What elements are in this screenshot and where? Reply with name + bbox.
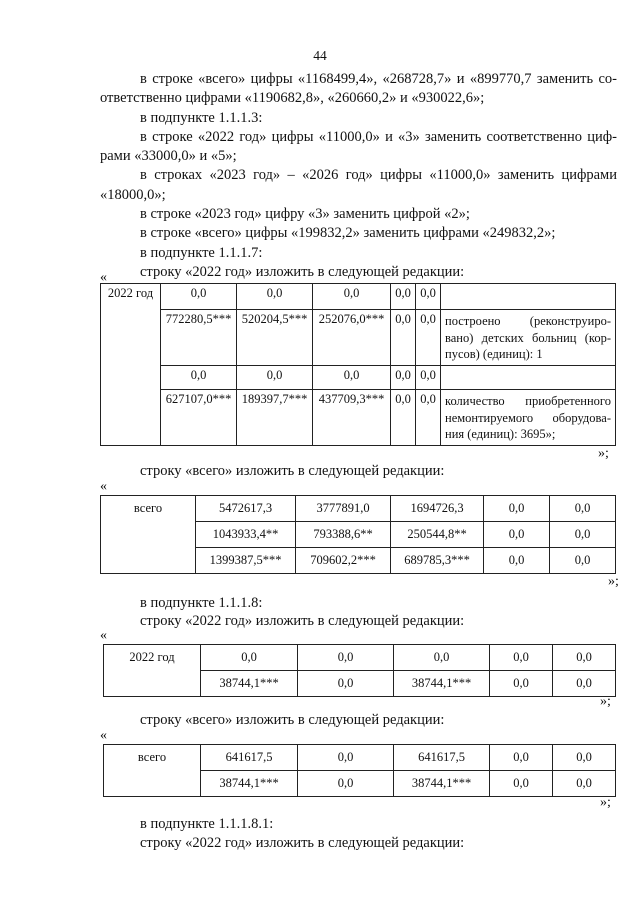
table-2022-1118 xyxy=(103,644,616,697)
value-cell: 0,0 xyxy=(490,771,553,797)
value-cell: 0,0 xyxy=(391,366,416,390)
value-cell: 0,0 xyxy=(553,645,616,671)
value-cell: 627107,0*** xyxy=(161,390,237,446)
note-line: вано) детских больниц (кор- xyxy=(445,330,611,345)
close-quote: »; xyxy=(600,795,611,810)
value-cell: 772280,5*** xyxy=(161,310,237,366)
value-cell: 0,0 xyxy=(490,745,553,771)
table-row xyxy=(101,310,616,366)
table-row xyxy=(101,366,616,390)
value-cell: 1694726,3 xyxy=(391,496,484,522)
open-quote: « xyxy=(100,628,107,643)
text-line: в строке «всего» цифры «199832,2» заменить цифрами «249832,2»; xyxy=(140,225,556,242)
value-cell: 0,0 xyxy=(298,671,394,697)
table-total-1117 xyxy=(100,495,616,574)
text-line: ответственно цифрами «1190682,8», «260660,2» и «930022,6»; xyxy=(100,90,485,107)
value-cell: 0,0 xyxy=(237,366,313,390)
note-line: построено (реконструиро- xyxy=(445,314,611,328)
text-line: строку «2022 год» изложить в следующей редакции: xyxy=(140,835,465,851)
table-row xyxy=(101,284,616,310)
note-line: немонтируемого оборудова- xyxy=(445,410,611,425)
value-cell: 793388,6** xyxy=(296,522,391,548)
value-cell: 0,0 xyxy=(416,284,441,310)
close-quote: »; xyxy=(600,694,611,709)
value-cell: 38744,1*** xyxy=(394,771,490,797)
text-line: строку «всего» изложить в следующей редакции: xyxy=(140,463,445,479)
value-cell: 1043933,4** xyxy=(196,522,296,548)
value-cell: 38744,1*** xyxy=(201,671,298,697)
value-cell: 0,0 xyxy=(416,390,441,446)
open-quote: « xyxy=(100,479,107,494)
value-cell: 0,0 xyxy=(298,771,394,797)
value-cell: 709602,2*** xyxy=(296,548,391,574)
value-cell: 0,0 xyxy=(391,310,416,366)
text-line: строку «всего» изложить в следующей редакции: xyxy=(140,712,445,728)
amendment-text-block xyxy=(100,70,617,282)
value-cell: 641617,5 xyxy=(394,745,490,771)
value-cell: 38744,1*** xyxy=(394,671,490,697)
value-cell: 0,0 xyxy=(313,366,391,390)
note-cell xyxy=(441,310,616,366)
table-2022-1117 xyxy=(100,283,616,446)
table-row xyxy=(104,745,616,771)
value-cell: 0,0 xyxy=(201,645,298,671)
note-line: ния (единиц): 3695»; xyxy=(445,427,556,441)
value-cell: 689785,3*** xyxy=(391,548,484,574)
value-cell: 3777891,0 xyxy=(296,496,391,522)
value-cell: 5472617,3 xyxy=(196,496,296,522)
text-line: в строке «2022 год» цифры «11000,0» и «3» заменить соответственно циф- xyxy=(140,128,617,145)
text-line: строку «2022 год» изложить в следующей редакции: xyxy=(140,613,465,629)
value-cell: 0,0 xyxy=(550,496,616,522)
table-total-1118 xyxy=(103,744,616,797)
value-cell: 1399387,5*** xyxy=(196,548,296,574)
text-line: в подпункте 1.1.1.8.1: xyxy=(140,816,274,832)
text-line: «18000,0»; xyxy=(100,186,166,203)
text-line: в строках «2023 год» – «2026 год» цифры «11000,0» заменить цифрами xyxy=(140,167,617,184)
value-cell: 0,0 xyxy=(553,745,616,771)
value-cell: 0,0 xyxy=(484,496,550,522)
note-cell xyxy=(441,366,616,390)
value-cell: 250544,8** xyxy=(391,522,484,548)
text-line: в подпункте 1.1.1.7: xyxy=(140,244,263,261)
value-cell: 0,0 xyxy=(490,671,553,697)
value-cell: 252076,0*** xyxy=(313,310,391,366)
value-cell: 0,0 xyxy=(550,548,616,574)
note-cell xyxy=(441,390,616,446)
note-line: пусов) (единиц): 1 xyxy=(445,347,543,361)
value-cell: 189397,7*** xyxy=(237,390,313,446)
value-cell: 0,0 xyxy=(416,366,441,390)
value-cell: 0,0 xyxy=(237,284,313,310)
note-line: количество приобретенного xyxy=(445,394,611,408)
text-line: в подпункте 1.1.1.8: xyxy=(140,595,263,611)
value-cell: 520204,5*** xyxy=(237,310,313,366)
year-cell: 2022 год xyxy=(104,645,201,697)
value-cell: 0,0 xyxy=(484,548,550,574)
value-cell: 0,0 xyxy=(550,522,616,548)
note-cell xyxy=(441,284,616,310)
table-row xyxy=(104,645,616,671)
text-line: строку «2022 год» изложить в следующей редакции: xyxy=(140,263,465,280)
value-cell: 0,0 xyxy=(416,310,441,366)
table-row xyxy=(101,390,616,446)
value-cell: 0,0 xyxy=(161,366,237,390)
value-cell: 0,0 xyxy=(391,390,416,446)
value-cell: 437709,3*** xyxy=(313,390,391,446)
table-row xyxy=(101,496,616,522)
value-cell: 0,0 xyxy=(161,284,237,310)
value-cell: 0,0 xyxy=(391,284,416,310)
text-line: рами «33000,0» и «5»; xyxy=(100,148,237,165)
value-cell: 0,0 xyxy=(394,645,490,671)
value-cell: 0,0 xyxy=(298,745,394,771)
value-cell: 0,0 xyxy=(490,645,553,671)
year-cell: 2022 год xyxy=(101,284,161,446)
value-cell: 0,0 xyxy=(484,522,550,548)
close-quote: »; xyxy=(598,446,609,461)
text-line: в строке «всего» цифры «1168499,4», «268728,7» и «899770,7 заменить со- xyxy=(140,71,617,87)
value-cell: 0,0 xyxy=(313,284,391,310)
close-quote: »; xyxy=(608,574,619,589)
text-line: в подпункте 1.1.1.3: xyxy=(140,109,263,126)
open-quote: « xyxy=(100,728,107,743)
value-cell: 0,0 xyxy=(553,771,616,797)
value-cell: 0,0 xyxy=(553,671,616,697)
text-line: в строке «2023 год» цифру «3» заменить цифрой «2»; xyxy=(140,206,470,223)
label-cell: всего xyxy=(101,496,196,574)
page-number: 44 xyxy=(313,48,327,63)
label-cell: всего xyxy=(104,745,201,797)
value-cell: 38744,1*** xyxy=(201,771,298,797)
open-quote: « xyxy=(100,270,107,285)
value-cell: 641617,5 xyxy=(201,745,298,771)
value-cell: 0,0 xyxy=(298,645,394,671)
